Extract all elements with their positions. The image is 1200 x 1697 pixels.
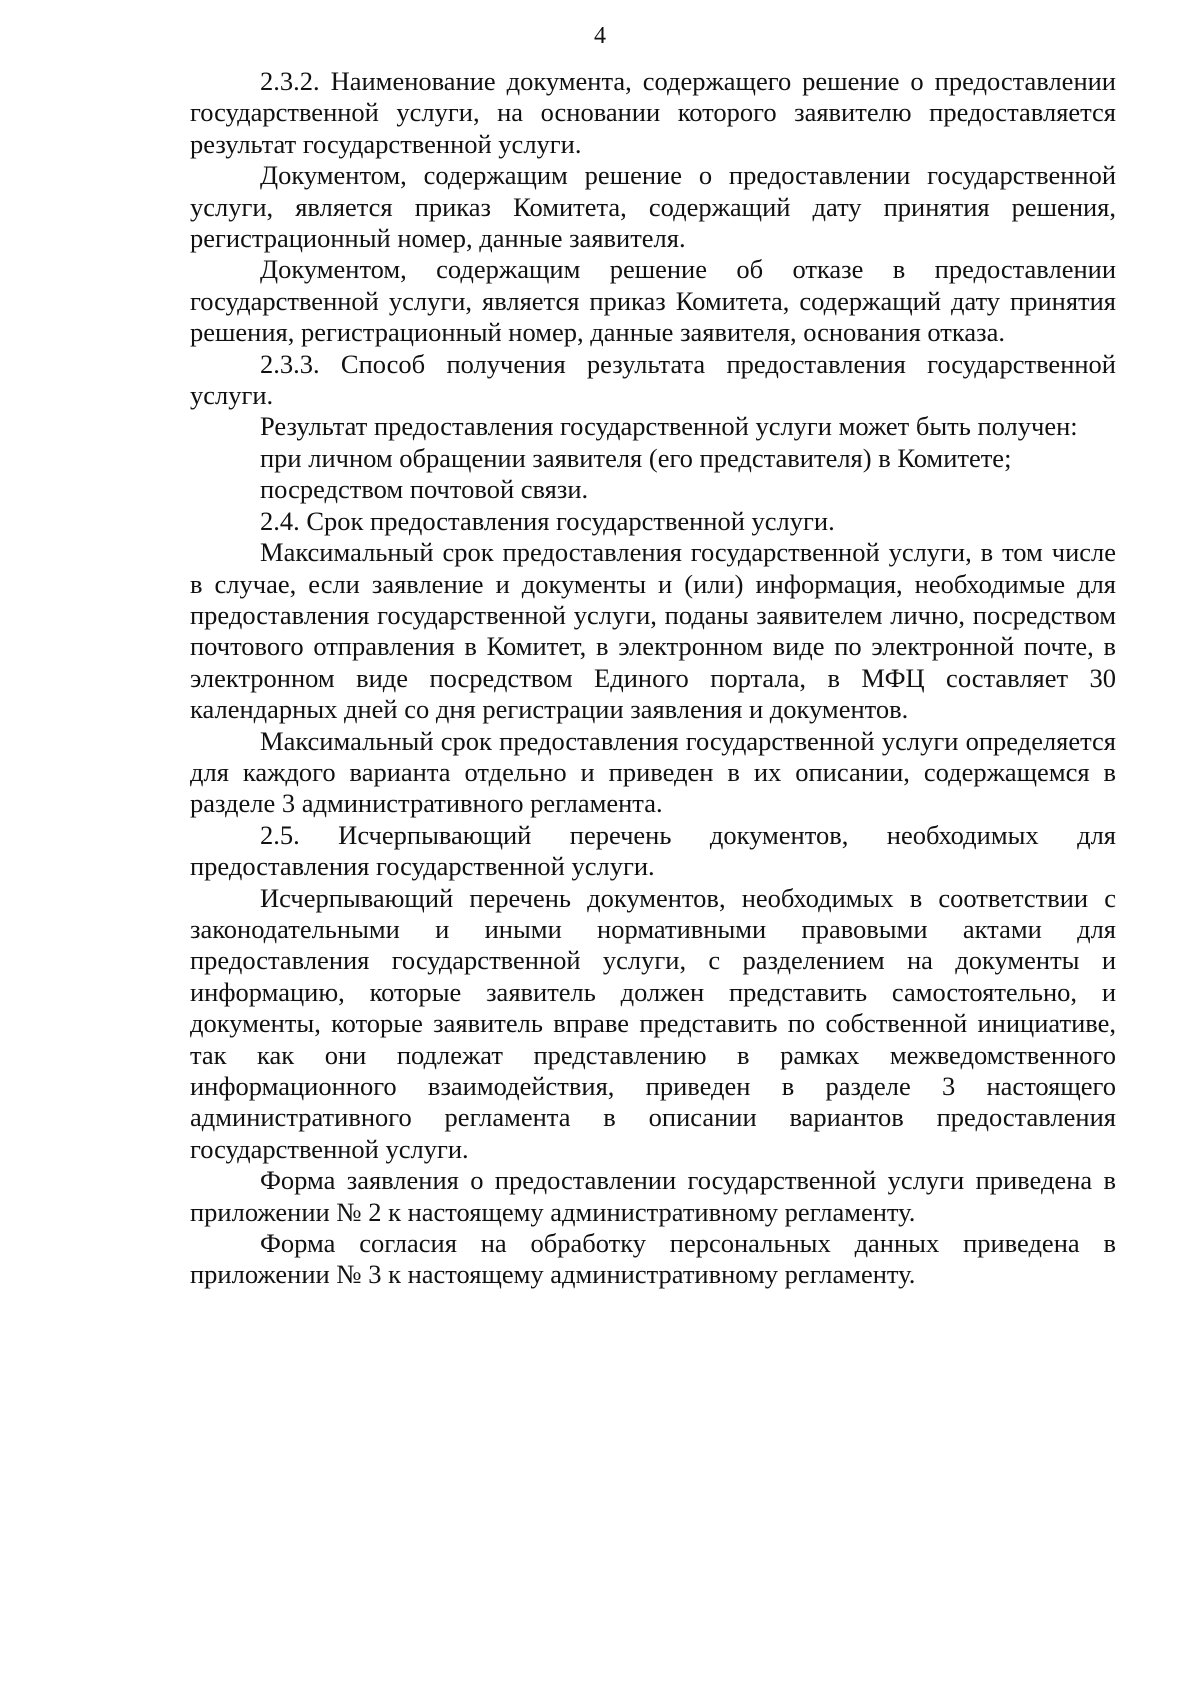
document-body <box>190 66 1116 1291</box>
paragraph-result-methods: Результат предоставления государственной услуги может быть получен: <box>260 411 1078 442</box>
paragraph-2-5-heading: 2.5. Исчерпывающий перечень документов, необходимых для предоставления государственной услуги. <box>190 819 1116 882</box>
list-item-personal-visit: при личном обращении заявителя (его представителя) в Комитете; <box>260 442 1012 473</box>
paragraph-decision-document: Документом, содержащим решение о предоставлении государственной услуги, является приказ Комитета, содержащий дату принятия решения, регистрационный номер, данные заявителя. <box>190 160 1116 254</box>
paragraph-2-3-2-heading: 2.3.2. Наименование документа, содержащего решение о предоставлении государственной услуги, на основании которого заявителю предоставляется результат государственной услуги. <box>190 66 1116 159</box>
page-number: 4 <box>594 23 606 49</box>
paragraph-max-term: Максимальный срок предоставления государственной услуги, в том числе в случае, если заявление и документы и (или) информация, необходимые для предоставления государственной услуги, поданы заявителем лично, посредством почтового отправления в Комитет, в электронном виде по электронной почте, в электронном виде посредством Единого портала, в МФЦ составляет 30 календарных дней со дня регистрации заявления и документов. <box>190 537 1116 725</box>
paragraph-max-term-variants: Максимальный срок предоставления государственной услуги определяется для каждого варианта отдельно и приведен в их описании, содержащемся в разделе 3 административного регламента. <box>190 725 1116 819</box>
list-item-postal: посредством почтовой связи. <box>260 474 589 505</box>
paragraph-refusal-document: Документом, содержащим решение об отказе в предоставлении государственной услуги, является приказ Комитета, содержащий дату принятия решения, регистрационный номер, данные заявителя, основания отказа. <box>190 254 1116 348</box>
paragraph-documents-list: Исчерпывающий перечень документов, необходимых в соответствии с законодательными и иными нормативными правовыми актами для предоставления государственной услуги, с разделением на документы и информацию, которые заявитель должен представить самостоятельно, и документы, которые заявитель вправе представить по собственной инициативе, так как они подлежат представлению в рамках межведомственного информационного взаимодействия, приведен в разделе 3 настоящего административного регламента в описании вариантов предоставления государственной услуги. <box>190 882 1116 1164</box>
paragraph-2-3-3-heading: 2.3.3. Способ получения результата предоставления государственной услуги. <box>190 348 1116 411</box>
paragraph-consent-form: Форма согласия на обработку персональных данных приведена в приложении № 3 к настоящему административному регламенту. <box>190 1228 1116 1290</box>
paragraph-2-4-heading: 2.4. Срок предоставления государственной услуги. <box>260 505 835 536</box>
paragraph-application-form: Форма заявления о предоставлении государственной услуги приведена в приложении № 2 к настоящему административному регламенту. <box>190 1165 1116 1227</box>
